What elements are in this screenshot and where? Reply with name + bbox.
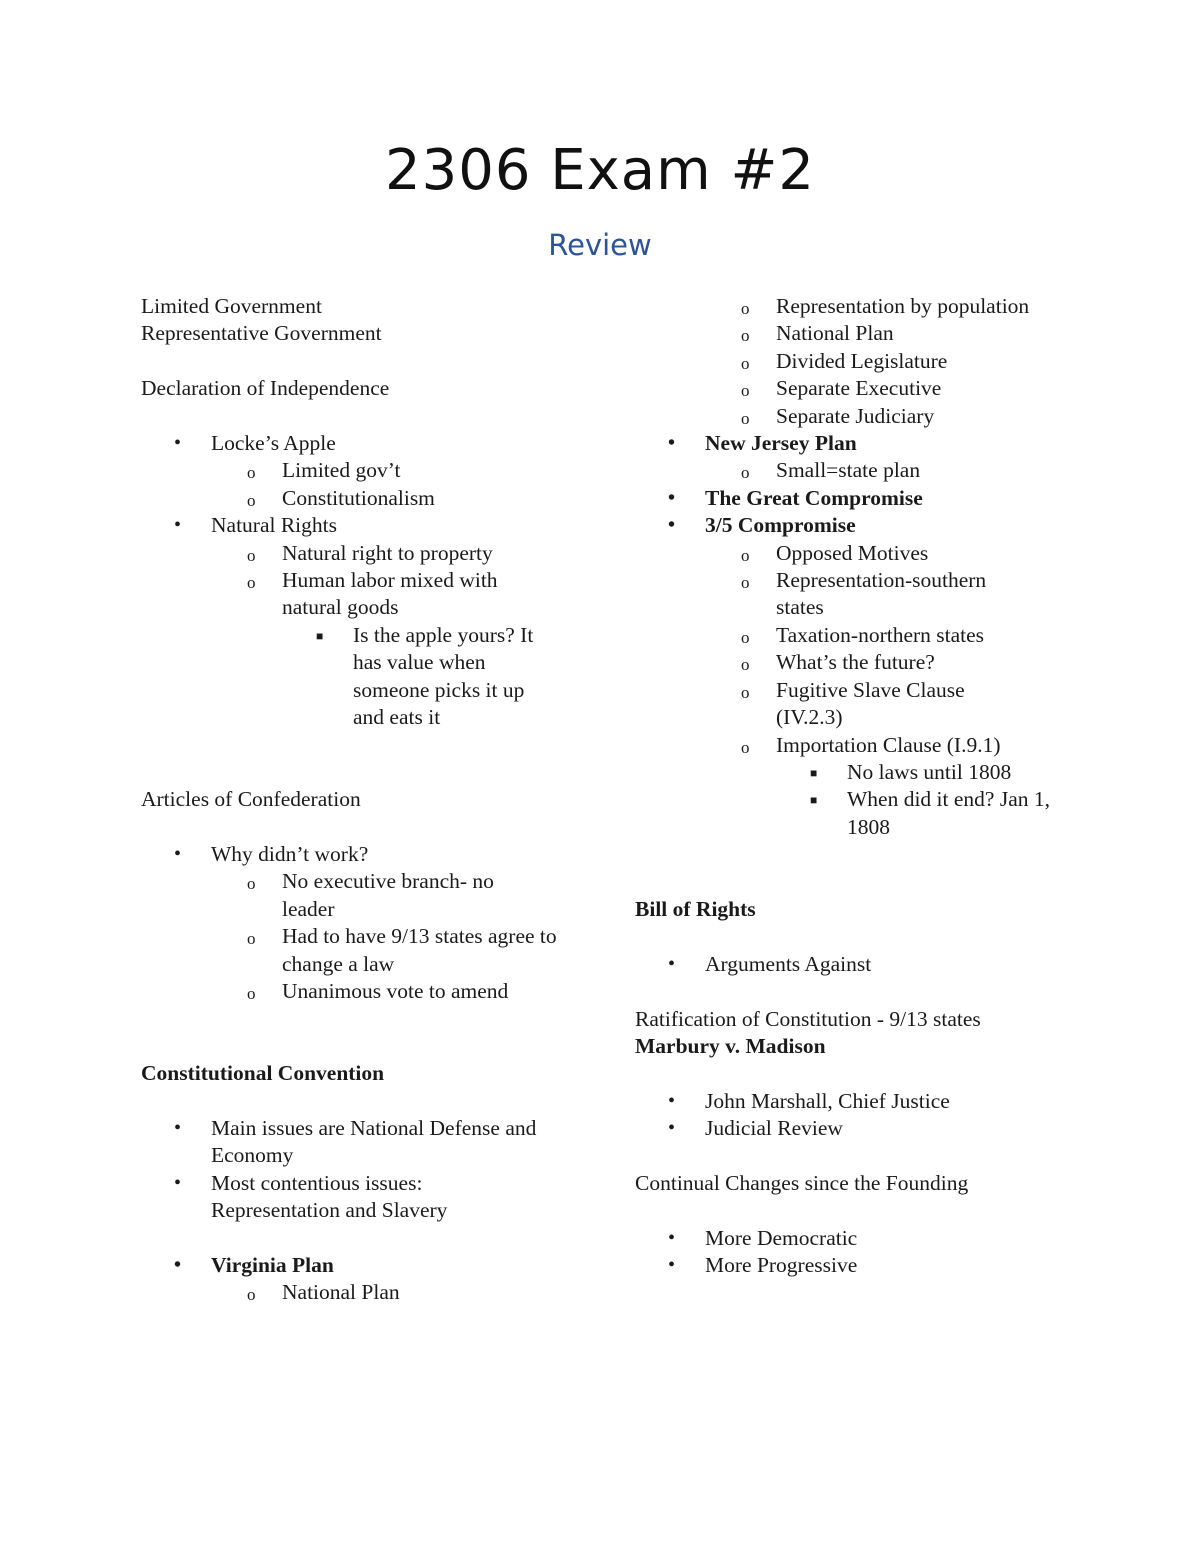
list-item	[141, 923, 581, 978]
list-item	[141, 430, 581, 457]
circle-bullet-icon: o	[247, 490, 256, 510]
list-item	[635, 430, 1075, 457]
bullet-icon: •	[668, 1226, 676, 1249]
circle-bullet-icon: o	[741, 737, 750, 757]
list-item-text: What’s the future?	[776, 650, 935, 675]
circle-bullet-icon: o	[741, 381, 750, 401]
list-item	[141, 622, 581, 732]
bullet-icon: •	[668, 432, 676, 455]
circle-bullet-icon: o	[247, 1285, 256, 1305]
list-item	[141, 1279, 581, 1306]
heading-declaration: Declaration of Independence	[141, 376, 390, 401]
list-item-text: Small=state plan	[776, 458, 921, 483]
document-title: 2306 Exam #2	[384, 138, 816, 203]
list-item	[635, 403, 1075, 430]
circle-bullet-icon: o	[741, 573, 750, 593]
list-item-text: National Plan	[776, 321, 894, 346]
list-item	[635, 512, 1075, 539]
circle-bullet-icon: o	[247, 929, 256, 949]
list-item	[635, 786, 1075, 841]
list-item	[141, 567, 581, 622]
list-item	[635, 348, 1075, 375]
circle-bullet-icon: o	[741, 682, 750, 702]
heading-ratification: Ratification of Constitution - 9/13 states	[635, 1006, 981, 1031]
list-item-text: Virginia Plan	[211, 1253, 334, 1278]
list-item	[141, 457, 581, 484]
circle-bullet-icon: o	[247, 874, 256, 894]
list-item-text: 3/5 Compromise	[705, 513, 856, 538]
list-item-text: Main issues are National Defense and Economy	[211, 1116, 537, 1168]
list-item-text: Natural right to property	[282, 540, 493, 565]
bullet-icon: •	[174, 1254, 182, 1277]
list-item-text: Opposed Motives	[776, 540, 929, 565]
heading-continual-changes: Continual Changes since the Founding	[635, 1170, 969, 1195]
list-item-text: Divided Legislature	[776, 348, 948, 373]
list-item	[141, 868, 581, 923]
list-item	[635, 677, 1075, 732]
circle-bullet-icon: o	[741, 627, 750, 647]
list-item-text: Had to have 9/13 states agree to change a law	[282, 924, 557, 976]
circle-bullet-icon: o	[741, 463, 750, 483]
heading-representative-government: Representative Government	[141, 321, 382, 346]
list-item-text: John Marshall, Chief Justice	[705, 1088, 950, 1113]
circle-bullet-icon: o	[741, 299, 750, 318]
list-item-text: When did it end? Jan 1, 1808	[847, 787, 1051, 839]
square-bullet-icon: ■	[810, 793, 818, 808]
list-item-text: Taxation-northern states	[776, 622, 985, 647]
square-bullet-icon: ■	[316, 628, 324, 643]
list-item	[635, 1225, 1075, 1252]
bullet-icon: •	[174, 432, 182, 454]
list-item-text: Representation by population	[776, 294, 1030, 318]
list-item	[635, 375, 1075, 402]
list-item	[635, 759, 1075, 786]
list-item	[141, 1115, 581, 1170]
list-item	[141, 1170, 581, 1225]
list-item	[635, 293, 1075, 320]
list-item-text: Limited gov’t	[282, 458, 401, 483]
list-item	[635, 1252, 1075, 1279]
heading-articles: Articles of Confederation	[141, 787, 361, 812]
list-item-text: Constitutionalism	[282, 485, 435, 510]
list-item	[635, 320, 1075, 347]
bullet-icon: •	[668, 514, 676, 537]
list-item-text: New Jersey Plan	[705, 431, 857, 456]
list-item-text: Importation Clause (I.9.1)	[776, 732, 1001, 757]
circle-bullet-icon: o	[741, 545, 750, 565]
list-item	[635, 622, 1075, 649]
circle-bullet-icon: o	[741, 408, 750, 428]
list-item	[635, 485, 1075, 512]
list-item-text: Most contentious issues: Representation and Slavery	[211, 1170, 448, 1223]
list-item-text: The Great Compromise	[705, 485, 923, 510]
bullet-icon: •	[174, 514, 182, 537]
bullet-icon: •	[668, 1089, 676, 1112]
list-item-text: Arguments Against	[705, 951, 872, 976]
list-item-text: Unanimous vote to amend	[282, 979, 509, 1004]
list-item	[635, 951, 1075, 978]
list-item	[141, 978, 581, 1005]
heading-limited-government: Limited Government	[141, 294, 322, 318]
bullet-icon: •	[668, 952, 676, 975]
heading-constitutional-convention: Constitutional Convention	[141, 1061, 385, 1086]
circle-bullet-icon: o	[741, 326, 750, 346]
list-item	[141, 485, 581, 512]
list-item	[635, 1115, 1075, 1142]
list-item-text: Human labor mixed with natural goods	[282, 568, 498, 620]
circle-bullet-icon: o	[741, 353, 750, 373]
circle-bullet-icon: o	[247, 545, 256, 565]
list-item-text: More Progressive	[705, 1253, 858, 1278]
circle-bullet-icon: o	[247, 463, 256, 483]
list-item	[141, 540, 581, 567]
bullet-icon: •	[174, 1117, 182, 1140]
circle-bullet-icon: o	[247, 984, 256, 1004]
bullet-icon: •	[174, 1171, 182, 1194]
list-item	[635, 1088, 1075, 1115]
list-item	[635, 732, 1075, 759]
list-item-text: Natural Rights	[211, 513, 337, 538]
right-column	[635, 293, 1075, 1280]
list-item	[635, 540, 1075, 567]
list-item	[635, 649, 1075, 676]
list-item-text: Separate Judiciary	[776, 403, 935, 428]
square-bullet-icon: ■	[810, 765, 818, 780]
list-item-text: Why didn’t work?	[211, 842, 369, 867]
list-item-text: Judicial Review	[705, 1116, 843, 1141]
list-item	[635, 567, 1075, 622]
bullet-icon: •	[668, 1117, 676, 1140]
list-item-text: No executive branch- no leader	[282, 869, 494, 921]
bullet-icon: •	[668, 486, 676, 509]
list-item	[141, 512, 581, 539]
list-item	[141, 841, 581, 868]
circle-bullet-icon: o	[247, 573, 256, 593]
left-column	[141, 293, 581, 1307]
list-item-text: Locke’s Apple	[211, 431, 336, 455]
list-item-text: Separate Executive	[776, 376, 942, 401]
list-item-text: Fugitive Slave Clause (IV.2.3)	[776, 677, 965, 730]
list-item-text: No laws until 1808	[847, 759, 1012, 784]
list-item	[635, 457, 1075, 484]
heading-marbury: Marbury v. Madison	[635, 1033, 826, 1058]
document-subtitle: Review	[548, 228, 652, 262]
heading-bill-of-rights: Bill of Rights	[635, 896, 756, 921]
bullet-icon: •	[174, 843, 182, 866]
list-item-text: National Plan	[282, 1280, 400, 1305]
list-item-text: Is the apple yours? It has value when someone picks it up and eats it	[353, 622, 534, 730]
bullet-icon: •	[668, 1254, 676, 1277]
list-item-text: Representation-southern states	[776, 568, 987, 620]
circle-bullet-icon: o	[741, 655, 750, 675]
list-item-text: More Democratic	[705, 1225, 858, 1250]
list-item	[141, 1252, 581, 1279]
